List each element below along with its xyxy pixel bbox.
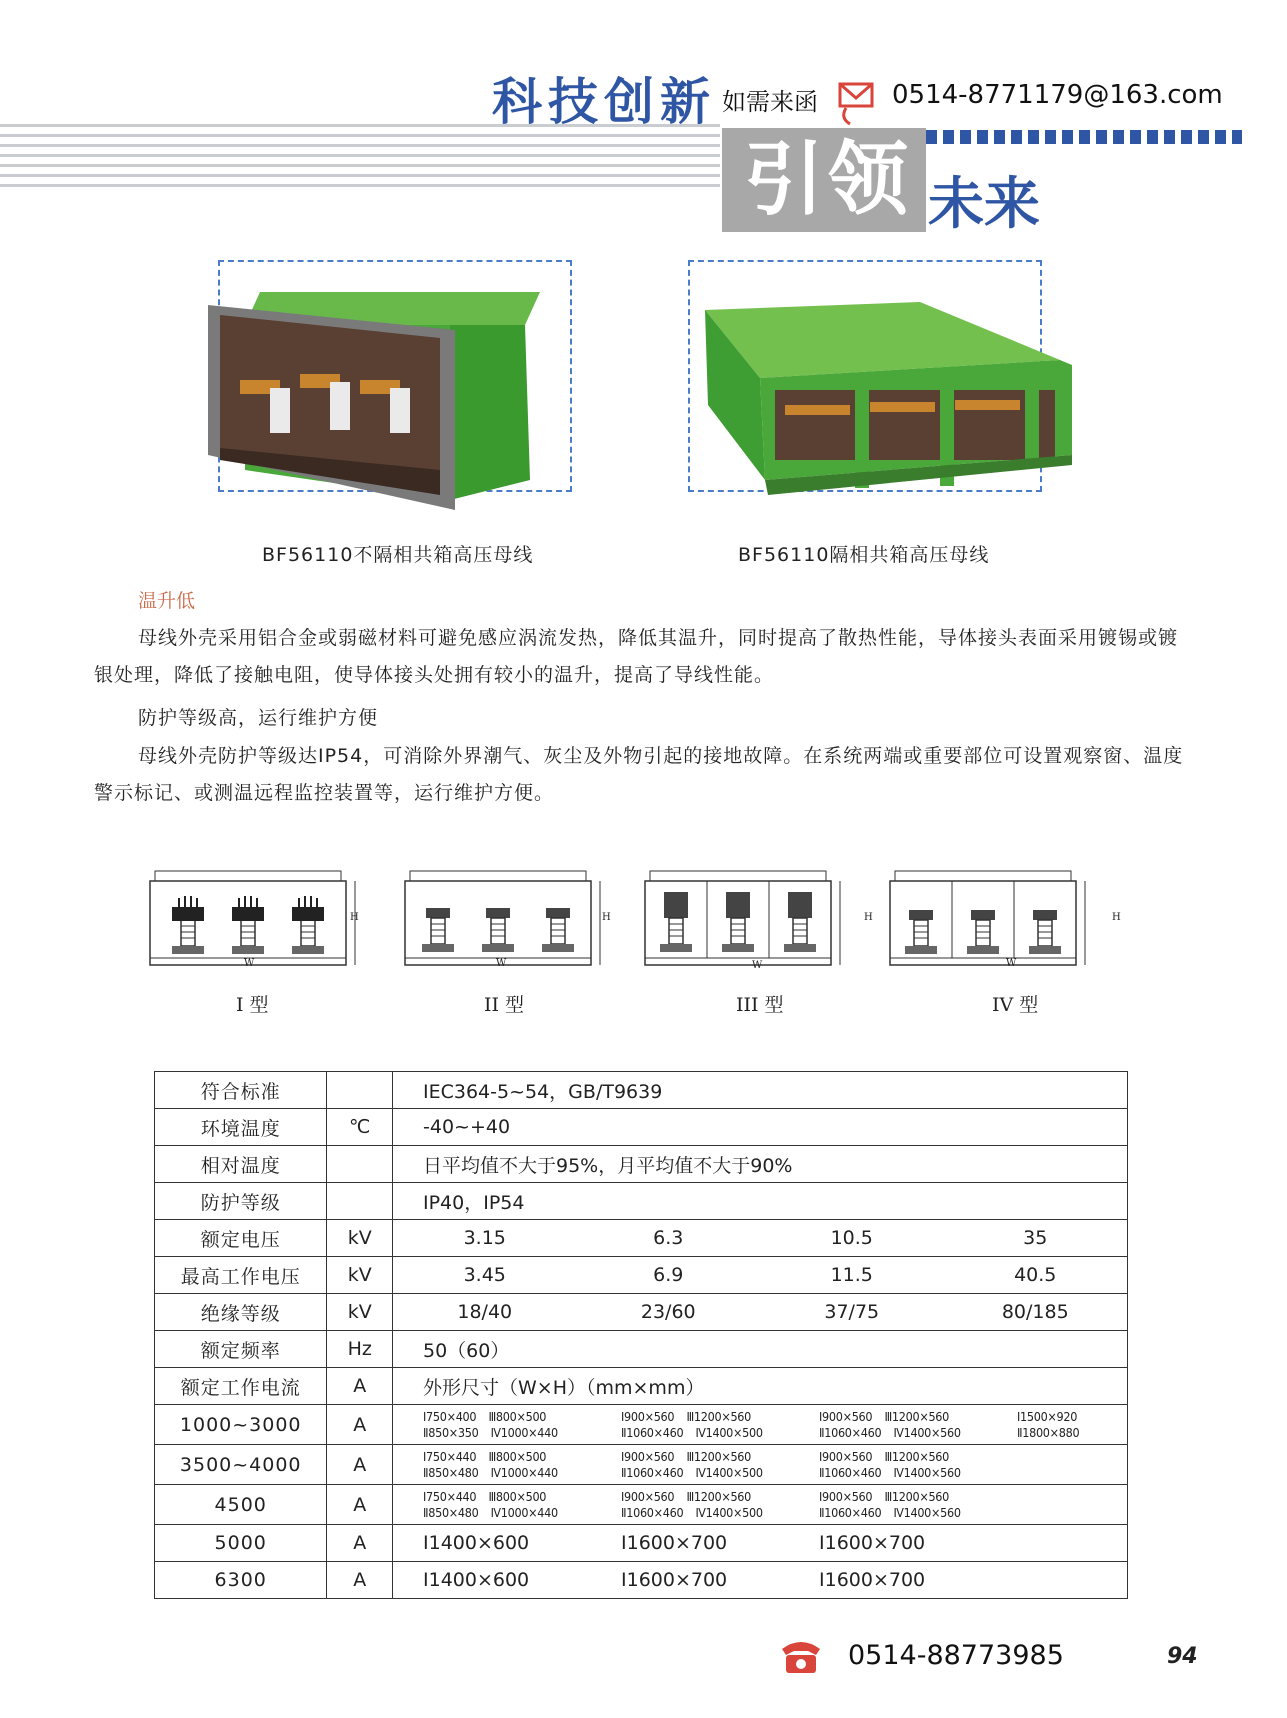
dim-cell: Ⅰ1400×600 (423, 1569, 530, 1591)
table-row (155, 1445, 1128, 1485)
dim-cell: Ⅰ900×560 Ⅲ1200×560 Ⅱ1060×460 Ⅳ1400×500 (621, 1488, 763, 1520)
table-row (155, 1368, 1128, 1405)
dim-cell: Ⅰ750×440 Ⅲ800×500 Ⅱ850×480 Ⅳ1000×440 (423, 1448, 558, 1480)
diagram-1-h: H (350, 912, 359, 923)
row-dims (393, 1562, 1128, 1599)
diagram-3-h: H (864, 912, 873, 923)
product-caption-2: BF56110隔相共箱高压母线 (738, 544, 990, 566)
value-cell: 10.5 (830, 1227, 873, 1249)
value-cell: 3.45 (463, 1264, 506, 1286)
spec-table (154, 1071, 1128, 1599)
section-title-temperature: 温升低 (138, 590, 196, 612)
row-unit: Hz (327, 1331, 393, 1368)
row-name: 1000~3000 (155, 1405, 327, 1445)
slogan-top: 科技创新 (492, 73, 716, 131)
diagram-label-3: III 型 (736, 994, 784, 1016)
table-row (155, 1257, 1128, 1294)
table-row (155, 1183, 1128, 1220)
row-dims (393, 1445, 1128, 1485)
product-caption-1: BF56110不隔相共箱高压母线 (262, 544, 534, 566)
diagram-label-1: I 型 (236, 994, 269, 1016)
value-cell: 80/185 (1001, 1301, 1069, 1323)
dim-cell: Ⅰ1600×700 (621, 1532, 728, 1554)
row-name: 最高工作电压 (155, 1257, 327, 1294)
phone-icon (776, 1635, 826, 1677)
table-row (155, 1294, 1128, 1331)
row-unit: kV (327, 1294, 393, 1331)
mail-icon (836, 80, 878, 128)
diagram-2-h: H (602, 912, 611, 923)
paragraph-temperature: 母线外壳采用铝合金或弱磁材料可避免感应涡流发热，降低其温升，同时提高了散热性能，导体接头表面采用镀锡或镀银处理，降低了接触电阻，使导体接头处拥有较小的温升，提高了导线性能。 (94, 627, 1179, 686)
table-row (155, 1405, 1128, 1445)
row-name: 防护等级 (155, 1183, 327, 1220)
row-name: 3500~4000 (155, 1445, 327, 1485)
value-cell: 6.9 (653, 1264, 684, 1286)
table-row (155, 1146, 1128, 1183)
row-values (393, 1257, 1128, 1294)
dim-cell: Ⅰ1600×700 (819, 1569, 926, 1591)
row-dims (393, 1405, 1128, 1445)
diagram-label-4: IV 型 (992, 994, 1039, 1016)
row-values (393, 1220, 1128, 1257)
table-row (155, 1485, 1128, 1525)
row-value: 日平均值不大于95%，月平均值不大于90% (393, 1146, 1128, 1183)
diagram-label-2: II 型 (484, 994, 525, 1016)
row-name: 5000 (155, 1525, 327, 1562)
row-value: IP40，IP54 (393, 1183, 1128, 1220)
row-unit: A (327, 1525, 393, 1562)
diagram-4-w: W (1006, 958, 1017, 969)
row-unit: kV (327, 1220, 393, 1257)
row-unit: A (327, 1562, 393, 1599)
row-name: 额定频率 (155, 1331, 327, 1368)
row-name: 环境温度 (155, 1109, 327, 1146)
diagram-2-w: W (496, 958, 507, 969)
dim-cell: Ⅰ1600×700 (621, 1569, 728, 1591)
row-name: 符合标准 (155, 1072, 327, 1109)
diagram-type-2 (405, 871, 600, 965)
dim-cell: Ⅰ900×560 Ⅲ1200×560 Ⅱ1060×460 Ⅳ1400×560 (819, 1408, 961, 1440)
row-name: 额定电压 (155, 1220, 327, 1257)
value-cell: 37/75 (824, 1301, 880, 1323)
dim-cell: Ⅰ750×440 Ⅲ800×500 Ⅱ850×480 Ⅳ1000×440 (423, 1488, 558, 1520)
product-image-2 (690, 290, 1080, 510)
row-unit: A (327, 1485, 393, 1525)
table-row (155, 1220, 1128, 1257)
footer-phone: 0514-88773985 (848, 1640, 1064, 1671)
row-name: 相对温度 (155, 1146, 327, 1183)
row-unit (327, 1072, 393, 1109)
contact-label: 如需来函 (722, 88, 818, 116)
section-title-protection: 防护等级高，运行维护方便 (138, 707, 379, 729)
dim-cell: Ⅰ1400×600 (423, 1532, 530, 1554)
value-cell: 6.3 (653, 1227, 684, 1249)
row-value: 外形尺寸（W×H）（mm×mm） (393, 1368, 1128, 1405)
value-cell: 23/60 (640, 1301, 696, 1323)
product-image-1 (200, 270, 590, 520)
row-dims (393, 1525, 1128, 1562)
row-value: IEC364-5~54，GB/T9639 (393, 1072, 1128, 1109)
diagram-3-w: W (752, 960, 763, 971)
contact-email: 0514-8771179@163.com (892, 80, 1223, 110)
row-name: 4500 (155, 1485, 327, 1525)
table-row (155, 1562, 1128, 1599)
section-diagrams (145, 868, 1125, 978)
row-unit: ℃ (327, 1109, 393, 1146)
diagram-4-h: H (1112, 912, 1121, 923)
row-unit: A (327, 1368, 393, 1405)
dim-cell: Ⅰ750×400 Ⅲ800×500 Ⅱ850×350 Ⅳ1000×440 (423, 1408, 558, 1440)
row-unit (327, 1146, 393, 1183)
table-row (155, 1072, 1128, 1109)
row-value: -40~+40 (393, 1109, 1128, 1146)
row-unit: A (327, 1445, 393, 1485)
value-cell: 18/40 (457, 1301, 513, 1323)
dim-cell: Ⅰ900×560 Ⅲ1200×560 Ⅱ1060×460 Ⅳ1400×560 (819, 1488, 961, 1520)
diagram-1-w: W (244, 958, 255, 969)
diagram-type-4 (890, 871, 1085, 965)
row-unit: kV (327, 1257, 393, 1294)
value-cell: 35 (1023, 1227, 1048, 1249)
dim-cell: Ⅰ900×560 Ⅲ1200×560 Ⅱ1060×460 Ⅳ1400×500 (621, 1448, 763, 1480)
dim-cell: Ⅰ1500×920 Ⅱ1800×880 (1017, 1408, 1080, 1440)
value-cell: 3.15 (463, 1227, 506, 1249)
table-row (155, 1331, 1128, 1368)
diagram-type-3 (645, 871, 840, 965)
dim-cell: Ⅰ900×560 Ⅲ1200×560 Ⅱ1060×460 Ⅳ1400×500 (621, 1408, 763, 1440)
slogan-small: 未来 (928, 172, 1040, 237)
row-unit (327, 1183, 393, 1220)
row-value: 50（60） (393, 1331, 1128, 1368)
table-row (155, 1525, 1128, 1562)
row-dims (393, 1485, 1128, 1525)
dim-cell: Ⅰ1600×700 (819, 1532, 926, 1554)
dim-cell: Ⅰ900×560 Ⅲ1200×560 Ⅱ1060×460 Ⅳ1400×560 (819, 1448, 961, 1480)
row-name: 绝缘等级 (155, 1294, 327, 1331)
row-unit: A (327, 1405, 393, 1445)
table-row (155, 1109, 1128, 1146)
dotted-bar (926, 130, 1242, 144)
row-name: 6300 (155, 1562, 327, 1599)
value-cell: 11.5 (830, 1264, 873, 1286)
page-number: 94 (1167, 1644, 1198, 1669)
diagram-type-1 (150, 871, 355, 965)
slogan-big: 引领 (744, 133, 912, 226)
paragraph-protection: 母线外壳防护等级达IP54，可消除外界潮气、灰尘及外物引起的接地故障。在系统两端或重要部位可设置观察窗、温度警示标记、或测温远程监控装置等，运行维护方便。 (94, 745, 1184, 804)
row-name: 额定工作电流 (155, 1368, 327, 1405)
row-values (393, 1294, 1128, 1331)
value-cell: 40.5 (1014, 1264, 1057, 1286)
